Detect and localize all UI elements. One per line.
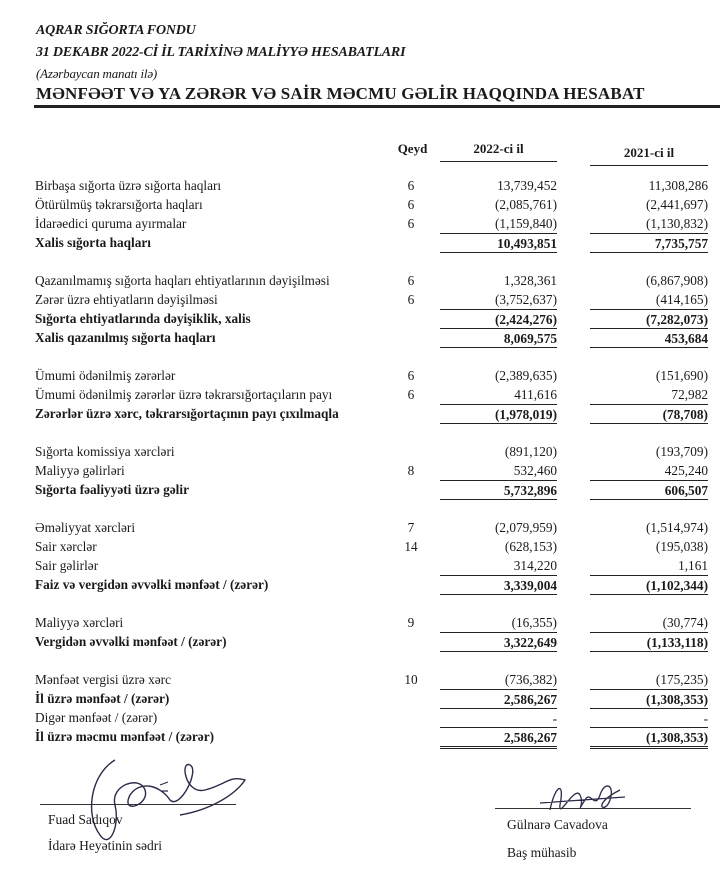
row-value-2021: - (590, 708, 708, 727)
row-value-2021: 11,308,286 (648, 178, 708, 193)
row-value-2022: 3,339,004 (440, 575, 557, 595)
group-spacer (35, 651, 710, 670)
row-value-2022: - (440, 708, 557, 727)
row-value-2021: (414,165) (655, 292, 708, 307)
row-value-2022: 8,069,575 (440, 328, 557, 348)
row-value-2021: 72,982 (671, 387, 708, 402)
table-row (35, 233, 710, 252)
table-row (35, 670, 710, 689)
col-header-2022: 2022-ci il (440, 141, 557, 162)
row-value-2022: 13,739,452 (497, 178, 557, 193)
row-note: 6 (407, 178, 415, 193)
row-value-2021: 425,240 (664, 463, 708, 478)
row-value-2022: (1,978,019) (440, 404, 557, 424)
row-note: 6 (407, 368, 415, 383)
table-row (35, 214, 710, 233)
row-label: İl üzrə məcmu mənfəət / (zərər) (35, 729, 215, 744)
group-spacer (35, 423, 710, 442)
row-value-2022: (2,085,761) (494, 197, 557, 212)
report-subtitle: 31 DEKABR 2022-Cİ İL TARİXİNƏ MALİYYƏ HESABATLARI (36, 45, 406, 60)
row-value-2022: 1,328,361 (503, 273, 557, 288)
row-value-2022: (16,355) (511, 615, 557, 630)
table-row (35, 537, 710, 556)
row-note: 9 (407, 615, 415, 630)
row-note: 6 (407, 292, 415, 307)
title-rule (34, 105, 720, 108)
table-row (35, 727, 710, 746)
row-value-2021: (195,038) (655, 539, 708, 554)
row-label: Maliyyə xərcləri (35, 615, 124, 630)
table-row (35, 708, 710, 727)
row-value-2022: 532,460 (513, 463, 557, 478)
row-label: Digər mənfəət / (zərər) (35, 710, 158, 725)
col-header-2021: 2021-ci il (590, 145, 708, 166)
right-signatory-title: Baş mühasib (507, 845, 577, 860)
row-label: Faiz və vergidən əvvəlki mənfəət / (zərər) (35, 577, 269, 592)
row-value-2021: (78,708) (590, 404, 708, 424)
row-label: Xalis sığorta haqları (35, 235, 151, 250)
row-value-2021: (1,308,353) (590, 727, 708, 749)
group-spacer (35, 347, 710, 366)
table-row (35, 575, 710, 594)
row-label: Sığorta fəaliyyəti üzrə gəlir (35, 482, 189, 497)
table-row (35, 385, 710, 404)
row-value-2021: 1,161 (678, 558, 708, 573)
row-value-2022: (891,120) (504, 444, 557, 459)
left-signatory-title: İdarə Heyətinin sədri (48, 838, 162, 853)
row-value-2022: (628,153) (504, 539, 557, 554)
row-note: 14 (404, 539, 418, 554)
row-value-2021: (1,102,344) (590, 575, 708, 595)
row-label: Sair gəlirlər (35, 558, 99, 573)
row-label: Xalis qazanılmış sığorta haqları (35, 330, 216, 345)
row-label: Zərərlər üzrə xərc, təkrarsığortaçının payı çıxılmaqla (35, 406, 339, 421)
row-label: Vergidən əvvəlki mənfəət / (zərər) (35, 634, 227, 649)
table-row (35, 556, 710, 575)
row-value-2021: (6,867,908) (645, 273, 708, 288)
currency-note: (Azərbaycan manatı ilə) (36, 66, 158, 81)
row-value-2022: 2,586,267 (440, 689, 557, 708)
row-label: Birbaşa sığorta üzrə sığorta haqları (35, 178, 222, 193)
table-row (35, 328, 710, 347)
row-value-2021: 453,684 (590, 328, 708, 348)
right-signatory-name: Gülnarə Cavadova (507, 817, 608, 832)
group-spacer (35, 252, 710, 271)
left-signatory-name: Fuad Sadıqov (48, 812, 123, 827)
row-value-2022: 2,586,267 (440, 727, 557, 749)
row-label: Maliyyə gəlirləri (35, 463, 125, 478)
table-row (35, 518, 710, 537)
table-row (35, 290, 710, 309)
row-note: 6 (407, 197, 415, 212)
income-statement-table (35, 176, 710, 746)
table-row (35, 480, 710, 499)
row-label: Zərər üzrə ehtiyatların dəyişilməsi (35, 292, 218, 307)
table-row (35, 309, 710, 328)
table-row (35, 442, 710, 461)
row-value-2021: (1,130,832) (645, 216, 708, 231)
row-label: Sair xərclər (35, 539, 97, 554)
row-value-2021: 606,507 (590, 480, 708, 500)
table-row (35, 404, 710, 423)
row-value-2021: (7,282,073) (590, 309, 708, 328)
row-value-2021: (193,709) (655, 444, 708, 459)
row-label: Mənfəət vergisi üzrə xərc (35, 672, 171, 687)
row-label: Sığorta ehtiyatlarında dəyişiklik, xalis (35, 311, 251, 326)
row-value-2022: 3,322,649 (440, 632, 557, 652)
row-value-2022: (1,159,840) (494, 216, 557, 231)
row-label: İdarəedici quruma ayırmalar (35, 216, 187, 231)
table-row (35, 632, 710, 651)
row-value-2022: 5,732,896 (440, 480, 557, 500)
table-row (35, 366, 710, 385)
row-value-2022: 314,220 (513, 558, 557, 573)
row-label: Qazanılmamış sığorta haqları ehtiyatlarının dəyişilməsi (35, 273, 330, 288)
row-value-2021: (175,235) (655, 672, 708, 687)
row-value-2021: (2,441,697) (645, 197, 708, 212)
table-row (35, 689, 710, 708)
row-note: 10 (404, 672, 418, 687)
row-label: Sığorta komissiya xərcləri (35, 444, 175, 459)
table-row (35, 176, 710, 195)
row-note: 6 (407, 387, 415, 402)
row-label: Ümumi ödənilmiş zərərlər üzrə təkrarsığortaçıların payı (35, 387, 333, 402)
table-row (35, 195, 710, 214)
row-value-2022: (3,752,637) (494, 292, 557, 307)
statement-title: MƏNFƏƏT VƏ YA ZƏRƏR VƏ SAİR MƏCMU GƏLİR HAQQINDA HESABAT (36, 84, 645, 103)
row-note: 8 (407, 463, 415, 478)
table-row (35, 613, 710, 632)
row-value-2022: (2,079,959) (494, 520, 557, 535)
row-value-2021: (1,133,118) (590, 632, 708, 652)
row-label: Ötürülmüş təkrarsığorta haqları (35, 197, 203, 212)
row-value-2022: 10,493,851 (440, 233, 557, 253)
row-value-2022: (736,382) (504, 672, 557, 687)
row-value-2022: (2,389,635) (494, 368, 557, 383)
col-header-note: Qeyd (397, 141, 428, 156)
row-note: 7 (407, 520, 415, 535)
row-value-2021: (30,774) (662, 615, 708, 630)
row-value-2021: 7,735,757 (590, 233, 708, 253)
row-value-2021: (1,514,974) (645, 520, 708, 535)
group-spacer (35, 594, 710, 613)
row-value-2022: 411,616 (514, 387, 557, 402)
row-note: 6 (407, 273, 415, 288)
row-value-2022: (2,424,276) (440, 309, 557, 328)
row-value-2021: (151,690) (655, 368, 708, 383)
row-label: Əməliyyat xərcləri (35, 520, 136, 535)
table-row (35, 461, 710, 480)
row-note: 6 (407, 216, 415, 231)
table-row (35, 271, 710, 290)
row-label: Ümumi ödənilmiş zərərlər (35, 368, 176, 383)
group-spacer (35, 499, 710, 518)
row-value-2021: (1,308,353) (590, 689, 708, 708)
company-name: AQRAR SIĞORTA FONDU (36, 23, 196, 38)
row-label: İl üzrə mənfəət / (zərər) (35, 691, 170, 706)
